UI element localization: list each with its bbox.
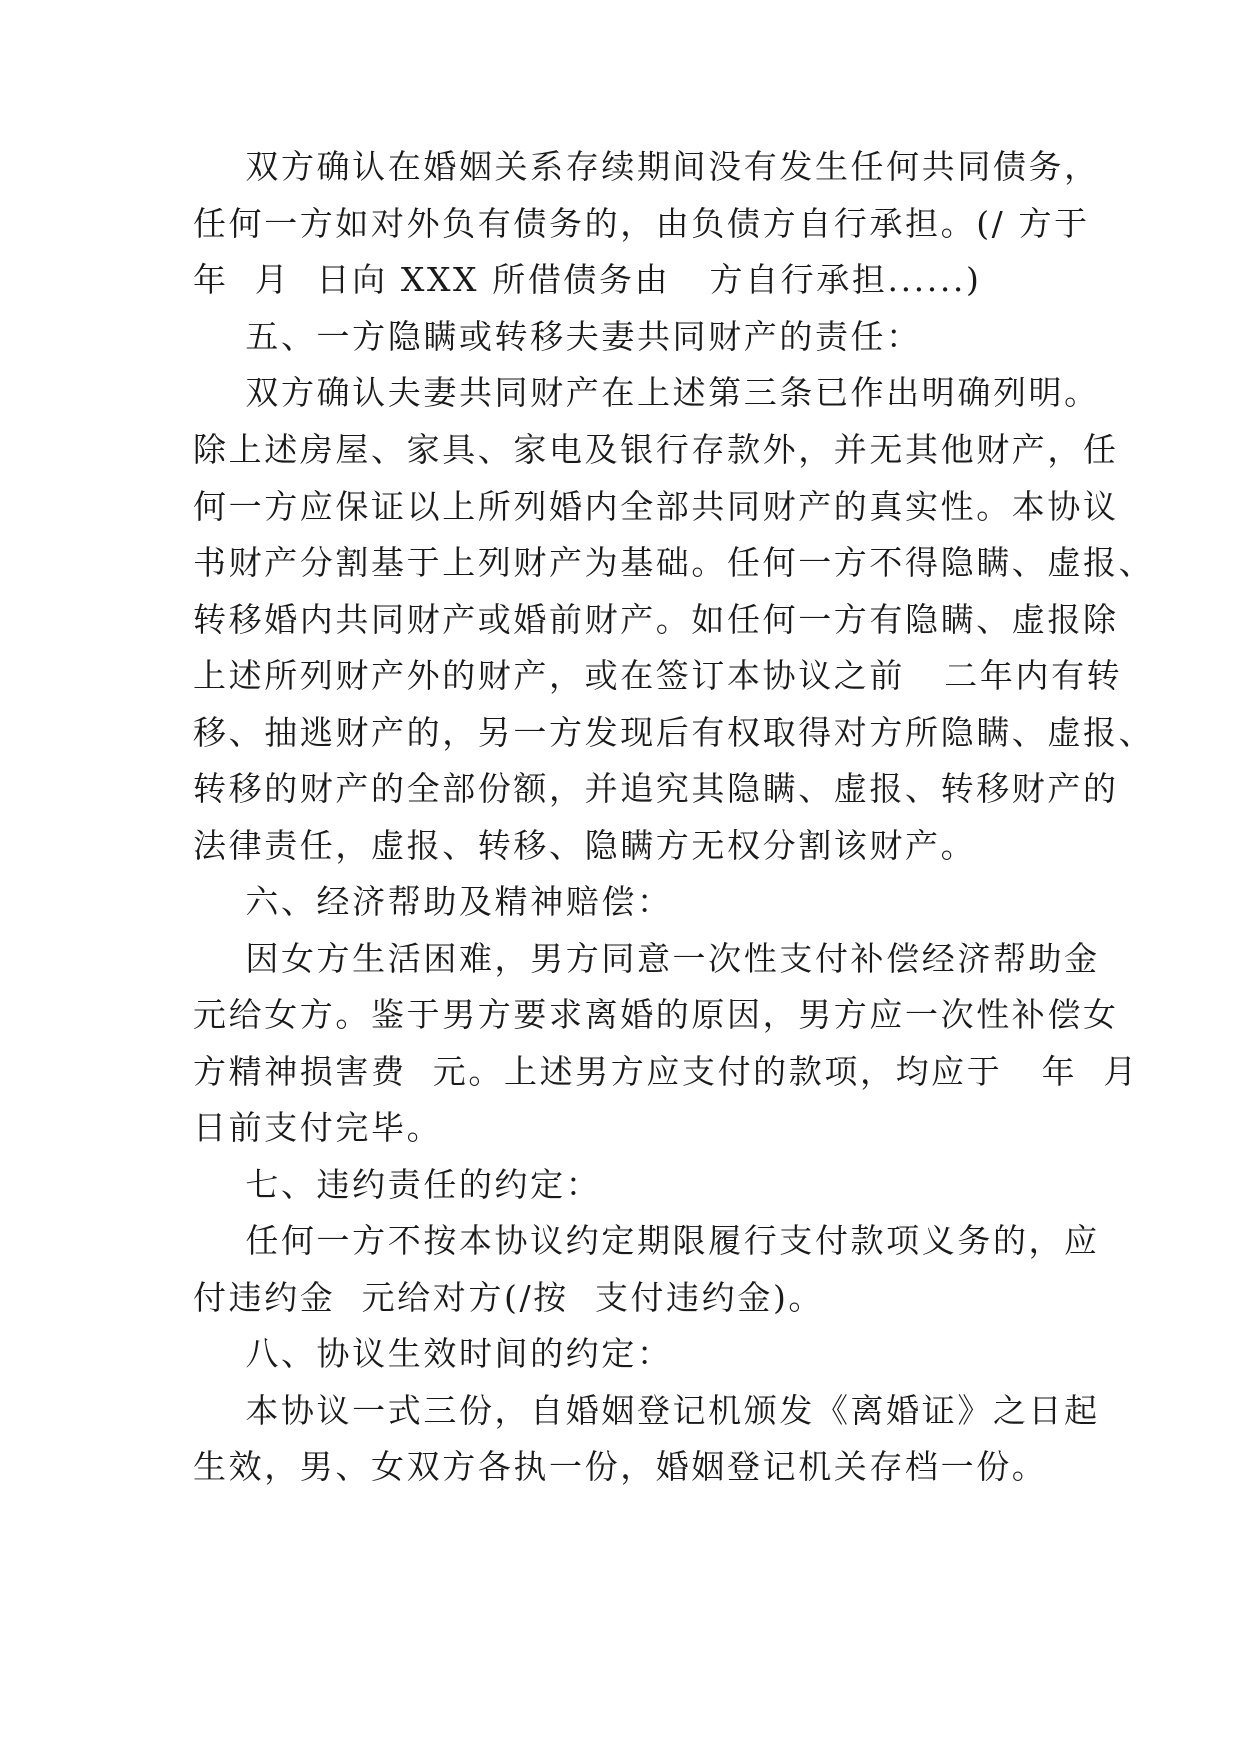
text-line: 生效，男、女双方各执一份，婚姻登记机关存档一份。: [193, 1447, 1048, 1486]
text-line: 任何一方如对外负有债务的，由负债方自行承担。(/ 方于: [193, 204, 1090, 243]
text-line: 年 月 日向 XXX 所借债务由 方自行承担......): [193, 260, 982, 299]
text-line: 任何一方不按本协议约定期限履行支付款项义务的，应: [193, 1221, 1100, 1260]
section-heading: 八、协议生效时间的约定：: [193, 1334, 673, 1373]
text-line: 日前支付完毕。: [193, 1108, 443, 1147]
text-line: 双方确认夫妻共同财产在上述第三条已作出明确列明。: [193, 373, 1100, 412]
text-line: 元给女方。鉴于男方要求离婚的原因，男方应一次性补偿女: [193, 995, 1119, 1034]
text-line: 转移的财产的全部份额，并追究其隐瞒、虚报、转移财产的: [193, 769, 1119, 808]
text-line: 书财产分割基于上列财产为基础。任何一方不得隐瞒、虚报、: [193, 543, 1155, 582]
text-line: 双方确认在婚姻关系存续期间没有发生任何共同债务，: [193, 147, 1100, 186]
text-line: 方精神损害费 元。上述男方应支付的款项，均应于 年 月: [193, 1052, 1140, 1091]
text-line: 付违约金 元给对方(/按 支付违约金)。: [193, 1278, 825, 1317]
section-heading: 五、一方隐瞒或转移夫妻共同财产的责任：: [193, 317, 922, 356]
text-line: 本协议一式三份，自婚姻登记机颁发《离婚证》之日起: [193, 1391, 1100, 1430]
section-heading: 七、违约责任的约定：: [193, 1165, 602, 1204]
text-line: 上述所列财产外的财产，或在签订本协议之前 二年内有转: [193, 656, 1123, 695]
text-line: 因女方生活困难，男方同意一次性支付补偿经济帮助金: [193, 939, 1100, 978]
text-line: 转移婚内共同财产或婚前财产。如任何一方有隐瞒、虚报除: [193, 600, 1119, 639]
text-line: 除上述房屋、家具、家电及银行存款外，并无其他财产，任: [193, 430, 1119, 469]
text-line: 移、抽逃财产的，另一方发现后有权取得对方所隐瞒、虚报、: [193, 713, 1155, 752]
text-line: 何一方应保证以上所列婚内全部共同财产的真实性。本协议: [193, 487, 1119, 526]
text-line: 法律责任，虚报、转移、隐瞒方无权分割该财产。: [193, 826, 977, 865]
section-heading: 六、经济帮助及精神赔偿：: [193, 882, 673, 921]
